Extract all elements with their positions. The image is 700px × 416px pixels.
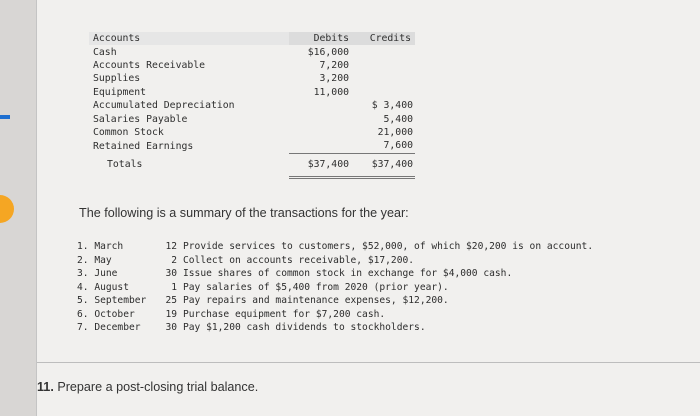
account-name: Salaries Payable xyxy=(93,113,188,125)
transaction-description: Purchase equipment for $7,200 cash. xyxy=(183,308,386,320)
table-row xyxy=(89,99,415,112)
transaction-day: 12 xyxy=(165,241,177,252)
debit-value xyxy=(289,139,351,153)
question-number: 11. xyxy=(37,380,54,394)
account-name: Cash xyxy=(93,46,117,58)
left-edge-marker xyxy=(0,115,10,119)
credit-value: 21,000 xyxy=(377,126,413,138)
transaction-description: Provide services to customers, $52,000, of which $20,200 is on account. xyxy=(183,241,594,252)
credit-total: $37,400 xyxy=(351,153,415,177)
table-row xyxy=(89,126,415,139)
summary-text: The following is a summary of the transactions for the year: xyxy=(79,206,409,220)
transaction-number: 6. October xyxy=(77,308,135,320)
transaction-description: Pay $1,200 cash dividends to stockholders. xyxy=(183,322,426,333)
transaction-number: 5. September xyxy=(77,295,147,306)
account-name: Common Stock xyxy=(93,126,164,138)
transaction-description: Pay salaries of $5,400 from 2020 (prior year). xyxy=(183,281,449,293)
debit-value: 3,200 xyxy=(319,73,349,85)
header-credits: Credits xyxy=(351,32,415,45)
list-item xyxy=(77,281,593,295)
header-accounts: Accounts xyxy=(89,32,289,45)
account-name: Supplies xyxy=(93,73,141,85)
question-prompt xyxy=(37,380,258,394)
transaction-day: 2 xyxy=(171,254,177,266)
header-debits: Debits xyxy=(289,32,351,45)
table-row xyxy=(89,139,415,153)
account-name: Retained Earnings xyxy=(93,140,194,152)
debit-value: 11,000 xyxy=(313,86,349,98)
transaction-day: 25 xyxy=(165,295,177,306)
transaction-number: 1. March xyxy=(77,241,124,252)
transaction-day: 1 xyxy=(171,281,177,293)
totals-label: Totals xyxy=(107,159,143,171)
document-page xyxy=(36,0,700,416)
credit-value: $ 3,400 xyxy=(371,100,413,112)
transaction-description: Issue shares of common stock in exchange for $4,000 cash. xyxy=(183,268,513,279)
transaction-description: Collect on accounts receivable, $17,200. xyxy=(183,254,415,266)
problem-panel xyxy=(37,0,700,363)
side-tab[interactable] xyxy=(0,195,14,223)
table-header-row xyxy=(89,32,415,45)
totals-row xyxy=(89,153,415,177)
transaction-number: 3. June xyxy=(77,268,118,279)
account-name: Accounts Receivable xyxy=(93,59,206,71)
list-item xyxy=(77,308,593,322)
trial-balance-table xyxy=(89,32,415,179)
transaction-day: 19 xyxy=(165,308,177,320)
table-row xyxy=(89,59,415,72)
transaction-description: Pay repairs and maintenance expenses, $12,200. xyxy=(183,295,449,306)
credit-value xyxy=(351,72,415,85)
debit-total: $37,400 xyxy=(289,153,351,177)
list-item xyxy=(77,321,593,335)
credit-value xyxy=(351,59,415,72)
table-row xyxy=(89,45,415,58)
list-item xyxy=(77,240,593,254)
credit-value: 5,400 xyxy=(383,113,413,125)
list-item xyxy=(77,294,593,308)
transaction-day: 30 xyxy=(165,268,177,279)
transaction-day: 30 xyxy=(165,322,177,333)
account-name: Equipment xyxy=(93,86,147,98)
transaction-number: 2. May xyxy=(77,254,112,266)
transaction-number: 7. December xyxy=(77,322,141,333)
debit-value xyxy=(289,126,351,139)
credit-value: 7,600 xyxy=(351,139,415,153)
credit-value xyxy=(351,86,415,99)
transaction-number: 4. August xyxy=(77,281,129,293)
table-row xyxy=(89,86,415,99)
table-row xyxy=(89,72,415,85)
debit-value: $16,000 xyxy=(307,46,349,58)
debit-value xyxy=(289,99,351,112)
account-name: Accumulated Depreciation xyxy=(93,100,235,112)
table-row xyxy=(89,112,415,125)
credit-value xyxy=(351,45,415,58)
debit-value xyxy=(289,112,351,125)
debit-value: 7,200 xyxy=(319,59,349,71)
transaction-list xyxy=(77,240,593,335)
list-item xyxy=(77,267,593,281)
list-item xyxy=(77,254,593,268)
question-text: Prepare a post-closing trial balance. xyxy=(57,380,259,394)
